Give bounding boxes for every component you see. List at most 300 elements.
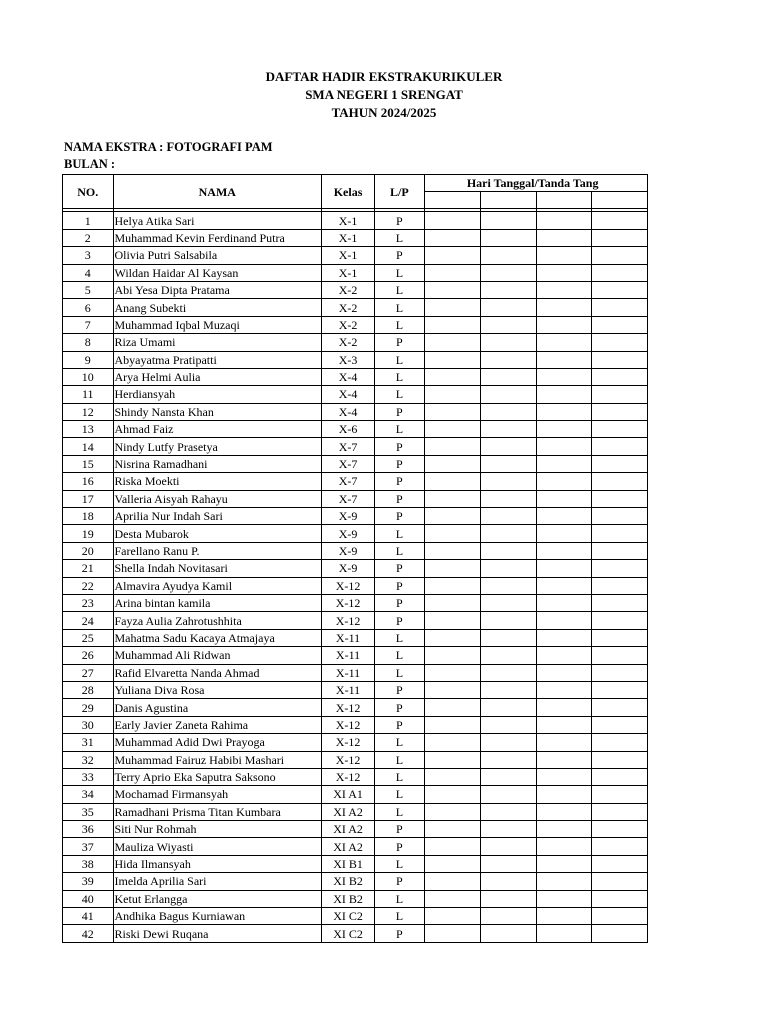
row-lp: P bbox=[374, 594, 424, 611]
row-nama: Andhika Bagus Kurniawan bbox=[113, 908, 322, 925]
row-kelas: X-12 bbox=[322, 699, 375, 716]
row-no: 27 bbox=[63, 664, 114, 681]
table-row bbox=[63, 299, 648, 316]
row-nama: Mahatma Sadu Kacaya Atmajaya bbox=[113, 629, 322, 646]
row-kelas: XI A2 bbox=[322, 821, 375, 838]
row-kelas: X-7 bbox=[322, 438, 375, 455]
academic-year: TAHUN 2024/2025 bbox=[331, 105, 437, 120]
signature-cell[interactable] bbox=[536, 647, 592, 664]
signature-cell[interactable] bbox=[481, 629, 537, 646]
signature-cell[interactable] bbox=[592, 838, 648, 855]
row-kelas: X-7 bbox=[322, 455, 375, 472]
row-no: 12 bbox=[63, 403, 114, 420]
signature-cell[interactable] bbox=[536, 508, 592, 525]
signature-cell[interactable] bbox=[536, 838, 592, 855]
signature-cell[interactable] bbox=[592, 316, 648, 333]
row-kelas: X-12 bbox=[322, 594, 375, 611]
signature-cell[interactable] bbox=[424, 455, 480, 472]
signature-cell[interactable] bbox=[592, 647, 648, 664]
row-lp: L bbox=[374, 734, 424, 751]
signature-cell[interactable] bbox=[424, 316, 480, 333]
signature-cell[interactable] bbox=[592, 786, 648, 803]
date-cell bbox=[481, 192, 537, 209]
signature-cell[interactable] bbox=[424, 838, 480, 855]
row-lp: L bbox=[374, 351, 424, 368]
row-no: 24 bbox=[63, 612, 114, 629]
signature-cell[interactable] bbox=[592, 821, 648, 838]
row-nama: Ramadhani Prisma Titan Kumbara bbox=[113, 803, 322, 820]
signature-cell[interactable] bbox=[536, 351, 592, 368]
signature-cell[interactable] bbox=[536, 612, 592, 629]
row-no: 16 bbox=[63, 473, 114, 490]
row-nama: Desta Mubarok bbox=[113, 525, 322, 542]
row-lp: L bbox=[374, 229, 424, 246]
signature-cell[interactable] bbox=[536, 299, 592, 316]
signature-cell[interactable] bbox=[424, 525, 480, 542]
signature-cell[interactable] bbox=[481, 838, 537, 855]
row-no: 42 bbox=[63, 925, 114, 942]
signature-cell[interactable] bbox=[536, 247, 592, 264]
signature-cell[interactable] bbox=[481, 908, 537, 925]
signature-cell[interactable] bbox=[536, 890, 592, 907]
row-kelas: X-3 bbox=[322, 351, 375, 368]
row-kelas: XI C2 bbox=[322, 908, 375, 925]
signature-cell[interactable] bbox=[424, 786, 480, 803]
signature-cell[interactable] bbox=[481, 925, 537, 942]
table-row bbox=[63, 629, 648, 646]
signature-cell[interactable] bbox=[424, 247, 480, 264]
signature-cell[interactable] bbox=[424, 368, 480, 385]
signature-cell[interactable] bbox=[592, 699, 648, 716]
signature-cell[interactable] bbox=[592, 264, 648, 281]
signature-cell[interactable] bbox=[536, 577, 592, 594]
row-no: 40 bbox=[63, 890, 114, 907]
signature-cell[interactable] bbox=[481, 786, 537, 803]
row-kelas: X-6 bbox=[322, 421, 375, 438]
signature-cell[interactable] bbox=[592, 351, 648, 368]
attendance-rows bbox=[63, 209, 648, 942]
signature-cell[interactable] bbox=[424, 629, 480, 646]
signature-cell[interactable] bbox=[592, 594, 648, 611]
row-lp: L bbox=[374, 629, 424, 646]
header-no: NO. bbox=[63, 175, 114, 209]
row-nama: Mauliza Wiyasti bbox=[113, 838, 322, 855]
table-row bbox=[63, 281, 648, 298]
school-name: SMA NEGERI 1 SRENGAT bbox=[305, 87, 463, 102]
signature-cell[interactable] bbox=[592, 612, 648, 629]
signature-cell[interactable] bbox=[481, 647, 537, 664]
signature-cell[interactable] bbox=[424, 281, 480, 298]
signature-cell[interactable] bbox=[481, 699, 537, 716]
row-lp: L bbox=[374, 386, 424, 403]
signature-cell[interactable] bbox=[536, 421, 592, 438]
signature-cell[interactable] bbox=[536, 281, 592, 298]
signature-cell[interactable] bbox=[592, 560, 648, 577]
row-nama: Siti Nur Rohmah bbox=[113, 821, 322, 838]
signature-cell[interactable] bbox=[424, 925, 480, 942]
table-row bbox=[63, 873, 648, 890]
signature-cell[interactable] bbox=[481, 421, 537, 438]
row-nama: Arina bintan kamila bbox=[113, 594, 322, 611]
signature-cell[interactable] bbox=[424, 612, 480, 629]
signature-cell[interactable] bbox=[481, 386, 537, 403]
signature-cell[interactable] bbox=[592, 508, 648, 525]
signature-cell[interactable] bbox=[536, 803, 592, 820]
signature-cell[interactable] bbox=[592, 803, 648, 820]
row-no: 26 bbox=[63, 647, 114, 664]
signature-cell[interactable] bbox=[481, 855, 537, 872]
signature-cell[interactable] bbox=[481, 560, 537, 577]
table-row bbox=[63, 768, 648, 785]
row-kelas: X-1 bbox=[322, 247, 375, 264]
row-kelas: X-2 bbox=[322, 316, 375, 333]
signature-cell[interactable] bbox=[481, 768, 537, 785]
row-lp: L bbox=[374, 855, 424, 872]
signature-cell[interactable] bbox=[481, 403, 537, 420]
row-nama: Wildan Haidar Al Kaysan bbox=[113, 264, 322, 281]
row-no: 20 bbox=[63, 542, 114, 559]
signature-cell[interactable] bbox=[536, 594, 592, 611]
signature-cell[interactable] bbox=[592, 212, 648, 229]
signature-cell[interactable] bbox=[592, 925, 648, 942]
row-kelas: X-4 bbox=[322, 386, 375, 403]
row-lp: L bbox=[374, 525, 424, 542]
signature-cell[interactable] bbox=[481, 334, 537, 351]
signature-cell[interactable] bbox=[536, 821, 592, 838]
row-nama: Imelda Aprilia Sari bbox=[113, 873, 322, 890]
signature-cell[interactable] bbox=[424, 542, 480, 559]
signature-cell[interactable] bbox=[536, 386, 592, 403]
signature-cell[interactable] bbox=[536, 734, 592, 751]
signature-cell[interactable] bbox=[536, 316, 592, 333]
signature-cell[interactable] bbox=[424, 299, 480, 316]
signature-cell[interactable] bbox=[424, 229, 480, 246]
signature-cell[interactable] bbox=[481, 734, 537, 751]
signature-cell[interactable] bbox=[424, 768, 480, 785]
row-no: 18 bbox=[63, 508, 114, 525]
signature-cell[interactable] bbox=[592, 334, 648, 351]
signature-cell[interactable] bbox=[536, 560, 592, 577]
signature-cell[interactable] bbox=[481, 542, 537, 559]
signature-cell[interactable] bbox=[592, 855, 648, 872]
row-no: 9 bbox=[63, 351, 114, 368]
signature-cell[interactable] bbox=[424, 716, 480, 733]
row-lp: L bbox=[374, 299, 424, 316]
signature-cell[interactable] bbox=[424, 264, 480, 281]
signature-cell[interactable] bbox=[536, 786, 592, 803]
signature-cell[interactable] bbox=[481, 508, 537, 525]
table-row bbox=[63, 681, 648, 698]
row-kelas: X-12 bbox=[322, 577, 375, 594]
signature-cell[interactable] bbox=[481, 229, 537, 246]
row-lp: P bbox=[374, 508, 424, 525]
row-lp: L bbox=[374, 890, 424, 907]
signature-cell[interactable] bbox=[592, 525, 648, 542]
signature-cell[interactable] bbox=[481, 821, 537, 838]
row-nama: Rafid Elvaretta Nanda Ahmad bbox=[113, 664, 322, 681]
signature-cell[interactable] bbox=[592, 629, 648, 646]
signature-cell[interactable] bbox=[592, 577, 648, 594]
table-row bbox=[63, 821, 648, 838]
signature-cell[interactable] bbox=[592, 368, 648, 385]
row-no: 39 bbox=[63, 873, 114, 890]
header-nama: NAMA bbox=[113, 175, 322, 209]
signature-cell[interactable] bbox=[481, 438, 537, 455]
row-no: 33 bbox=[63, 768, 114, 785]
row-kelas: XI B2 bbox=[322, 873, 375, 890]
row-no: 19 bbox=[63, 525, 114, 542]
signature-cell[interactable] bbox=[424, 473, 480, 490]
signature-cell[interactable] bbox=[536, 855, 592, 872]
signature-cell[interactable] bbox=[481, 525, 537, 542]
row-lp: L bbox=[374, 316, 424, 333]
signature-cell[interactable] bbox=[592, 386, 648, 403]
signature-cell[interactable] bbox=[424, 386, 480, 403]
signature-cell[interactable] bbox=[592, 490, 648, 507]
signature-cell[interactable] bbox=[481, 612, 537, 629]
table-row bbox=[63, 925, 648, 942]
row-lp: P bbox=[374, 699, 424, 716]
row-lp: L bbox=[374, 281, 424, 298]
table-row bbox=[63, 229, 648, 246]
signature-cell[interactable] bbox=[424, 421, 480, 438]
signature-cell[interactable] bbox=[481, 664, 537, 681]
signature-cell[interactable] bbox=[424, 594, 480, 611]
signature-cell[interactable] bbox=[592, 664, 648, 681]
signature-cell[interactable] bbox=[424, 699, 480, 716]
row-lp: P bbox=[374, 560, 424, 577]
row-lp: P bbox=[374, 838, 424, 855]
signature-cell[interactable] bbox=[481, 803, 537, 820]
signature-cell[interactable] bbox=[481, 281, 537, 298]
row-kelas: X-7 bbox=[322, 490, 375, 507]
signature-cell[interactable] bbox=[424, 351, 480, 368]
signature-cell[interactable] bbox=[424, 681, 480, 698]
row-lp: P bbox=[374, 612, 424, 629]
signature-cell[interactable] bbox=[536, 212, 592, 229]
signature-cell[interactable] bbox=[481, 716, 537, 733]
signature-cell[interactable] bbox=[424, 438, 480, 455]
table-row bbox=[63, 403, 648, 420]
signature-cell[interactable] bbox=[536, 908, 592, 925]
signature-cell[interactable] bbox=[592, 751, 648, 768]
table-row bbox=[63, 751, 648, 768]
table-row bbox=[63, 525, 648, 542]
row-nama: Shindy Nansta Khan bbox=[113, 403, 322, 420]
signature-cell[interactable] bbox=[424, 803, 480, 820]
table-row bbox=[63, 560, 648, 577]
attendance-table bbox=[62, 174, 648, 943]
signature-cell[interactable] bbox=[424, 821, 480, 838]
row-nama: Muhammad Kevin Ferdinand Putra bbox=[113, 229, 322, 246]
signature-cell[interactable] bbox=[536, 873, 592, 890]
row-no: 29 bbox=[63, 699, 114, 716]
signature-cell[interactable] bbox=[536, 699, 592, 716]
signature-cell[interactable] bbox=[481, 264, 537, 281]
signature-cell[interactable] bbox=[481, 247, 537, 264]
signature-cell[interactable] bbox=[424, 577, 480, 594]
row-lp: L bbox=[374, 542, 424, 559]
table-row bbox=[63, 699, 648, 716]
row-no: 14 bbox=[63, 438, 114, 455]
signature-cell[interactable] bbox=[481, 490, 537, 507]
table-row bbox=[63, 664, 648, 681]
signature-cell[interactable] bbox=[424, 334, 480, 351]
row-no: 2 bbox=[63, 229, 114, 246]
signature-cell[interactable] bbox=[424, 403, 480, 420]
signature-cell[interactable] bbox=[592, 403, 648, 420]
signature-cell[interactable] bbox=[424, 751, 480, 768]
signature-cell[interactable] bbox=[592, 438, 648, 455]
signature-cell[interactable] bbox=[424, 908, 480, 925]
date-cell bbox=[536, 192, 592, 209]
table-row bbox=[63, 508, 648, 525]
row-nama: Aprilia Nur Indah Sari bbox=[113, 508, 322, 525]
signature-cell[interactable] bbox=[592, 890, 648, 907]
row-no: 34 bbox=[63, 786, 114, 803]
signature-cell[interactable] bbox=[481, 473, 537, 490]
signature-cell[interactable] bbox=[536, 264, 592, 281]
signature-cell[interactable] bbox=[424, 647, 480, 664]
signature-cell[interactable] bbox=[481, 299, 537, 316]
table-row bbox=[63, 368, 648, 385]
row-lp: P bbox=[374, 247, 424, 264]
table-row bbox=[63, 594, 648, 611]
signature-cell[interactable] bbox=[536, 629, 592, 646]
signature-cell[interactable] bbox=[536, 229, 592, 246]
table-row bbox=[63, 438, 648, 455]
row-lp: P bbox=[374, 577, 424, 594]
signature-cell[interactable] bbox=[592, 421, 648, 438]
row-nama: Olivia Putri Salsabila bbox=[113, 247, 322, 264]
signature-cell[interactable] bbox=[481, 594, 537, 611]
table-row bbox=[63, 612, 648, 629]
signature-cell[interactable] bbox=[592, 768, 648, 785]
signature-cell[interactable] bbox=[536, 768, 592, 785]
signature-cell[interactable] bbox=[424, 508, 480, 525]
signature-cell[interactable] bbox=[592, 455, 648, 472]
signature-cell[interactable] bbox=[536, 751, 592, 768]
table-row bbox=[63, 908, 648, 925]
row-no: 32 bbox=[63, 751, 114, 768]
signature-cell[interactable] bbox=[424, 212, 480, 229]
signature-cell[interactable] bbox=[536, 438, 592, 455]
signature-cell[interactable] bbox=[592, 716, 648, 733]
signature-cell[interactable] bbox=[424, 855, 480, 872]
signature-cell[interactable] bbox=[481, 212, 537, 229]
row-nama: Early Javier Zaneta Rahima bbox=[113, 716, 322, 733]
row-nama: Mochamad Firmansyah bbox=[113, 786, 322, 803]
row-kelas: X-9 bbox=[322, 508, 375, 525]
table-row bbox=[63, 473, 648, 490]
row-kelas: X-9 bbox=[322, 542, 375, 559]
row-nama: Riski Dewi Ruqana bbox=[113, 925, 322, 942]
row-nama: Shella Indah Novitasari bbox=[113, 560, 322, 577]
row-no: 5 bbox=[63, 281, 114, 298]
signature-cell[interactable] bbox=[536, 334, 592, 351]
signature-cell[interactable] bbox=[592, 908, 648, 925]
row-lp: P bbox=[374, 212, 424, 229]
signature-cell[interactable] bbox=[536, 542, 592, 559]
row-nama: Muhammad Ali Ridwan bbox=[113, 647, 322, 664]
row-kelas: XI A1 bbox=[322, 786, 375, 803]
date-cell bbox=[424, 192, 480, 209]
row-nama: Nindy Lutfy Prasetya bbox=[113, 438, 322, 455]
row-kelas: X-11 bbox=[322, 629, 375, 646]
signature-cell[interactable] bbox=[536, 681, 592, 698]
signature-cell[interactable] bbox=[536, 368, 592, 385]
signature-cell[interactable] bbox=[481, 351, 537, 368]
signature-cell[interactable] bbox=[592, 247, 648, 264]
signature-cell[interactable] bbox=[592, 681, 648, 698]
signature-cell[interactable] bbox=[536, 525, 592, 542]
header-lp: L/P bbox=[374, 175, 424, 209]
row-nama: Almavira Ayudya Kamil bbox=[113, 577, 322, 594]
signature-cell[interactable] bbox=[481, 577, 537, 594]
signature-cell[interactable] bbox=[424, 560, 480, 577]
row-nama: Helya Atika Sari bbox=[113, 212, 322, 229]
table-row bbox=[63, 264, 648, 281]
signature-cell[interactable] bbox=[536, 455, 592, 472]
row-kelas: XI B1 bbox=[322, 855, 375, 872]
signature-cell[interactable] bbox=[481, 368, 537, 385]
signature-cell[interactable] bbox=[424, 890, 480, 907]
signature-cell[interactable] bbox=[481, 873, 537, 890]
signature-cell[interactable] bbox=[536, 664, 592, 681]
signature-cell[interactable] bbox=[536, 925, 592, 942]
table-row bbox=[63, 212, 648, 229]
row-lp: P bbox=[374, 403, 424, 420]
signature-cell[interactable] bbox=[481, 316, 537, 333]
signature-cell[interactable] bbox=[424, 734, 480, 751]
signature-cell[interactable] bbox=[481, 751, 537, 768]
signature-cell[interactable] bbox=[592, 542, 648, 559]
signature-cell[interactable] bbox=[536, 716, 592, 733]
signature-cell[interactable] bbox=[592, 281, 648, 298]
row-nama: Abyayatma Pratipatti bbox=[113, 351, 322, 368]
signature-cell[interactable] bbox=[424, 873, 480, 890]
row-nama: Herdiansyah bbox=[113, 386, 322, 403]
signature-cell[interactable] bbox=[536, 473, 592, 490]
row-nama: Muhammad Iqbal Muzaqi bbox=[113, 316, 322, 333]
row-lp: L bbox=[374, 264, 424, 281]
signature-cell[interactable] bbox=[592, 229, 648, 246]
row-no: 25 bbox=[63, 629, 114, 646]
month-label: BULAN : bbox=[64, 157, 116, 171]
row-nama: Fayza Aulia Zahrotushhita bbox=[113, 612, 322, 629]
signature-cell[interactable] bbox=[481, 890, 537, 907]
table-row bbox=[63, 455, 648, 472]
row-kelas: XI A2 bbox=[322, 803, 375, 820]
signature-cell[interactable] bbox=[424, 490, 480, 507]
row-no: 30 bbox=[63, 716, 114, 733]
row-lp: L bbox=[374, 768, 424, 785]
signature-cell[interactable] bbox=[536, 403, 592, 420]
signature-cell[interactable] bbox=[592, 873, 648, 890]
signature-cell[interactable] bbox=[481, 681, 537, 698]
signature-cell[interactable] bbox=[592, 734, 648, 751]
signature-cell[interactable] bbox=[536, 490, 592, 507]
table-row bbox=[63, 803, 648, 820]
row-lp: P bbox=[374, 716, 424, 733]
signature-cell[interactable] bbox=[592, 299, 648, 316]
signature-cell[interactable] bbox=[481, 455, 537, 472]
signature-cell[interactable] bbox=[424, 664, 480, 681]
row-lp: P bbox=[374, 438, 424, 455]
signature-cell[interactable] bbox=[592, 473, 648, 490]
date-cell bbox=[592, 192, 648, 209]
row-no: 4 bbox=[63, 264, 114, 281]
